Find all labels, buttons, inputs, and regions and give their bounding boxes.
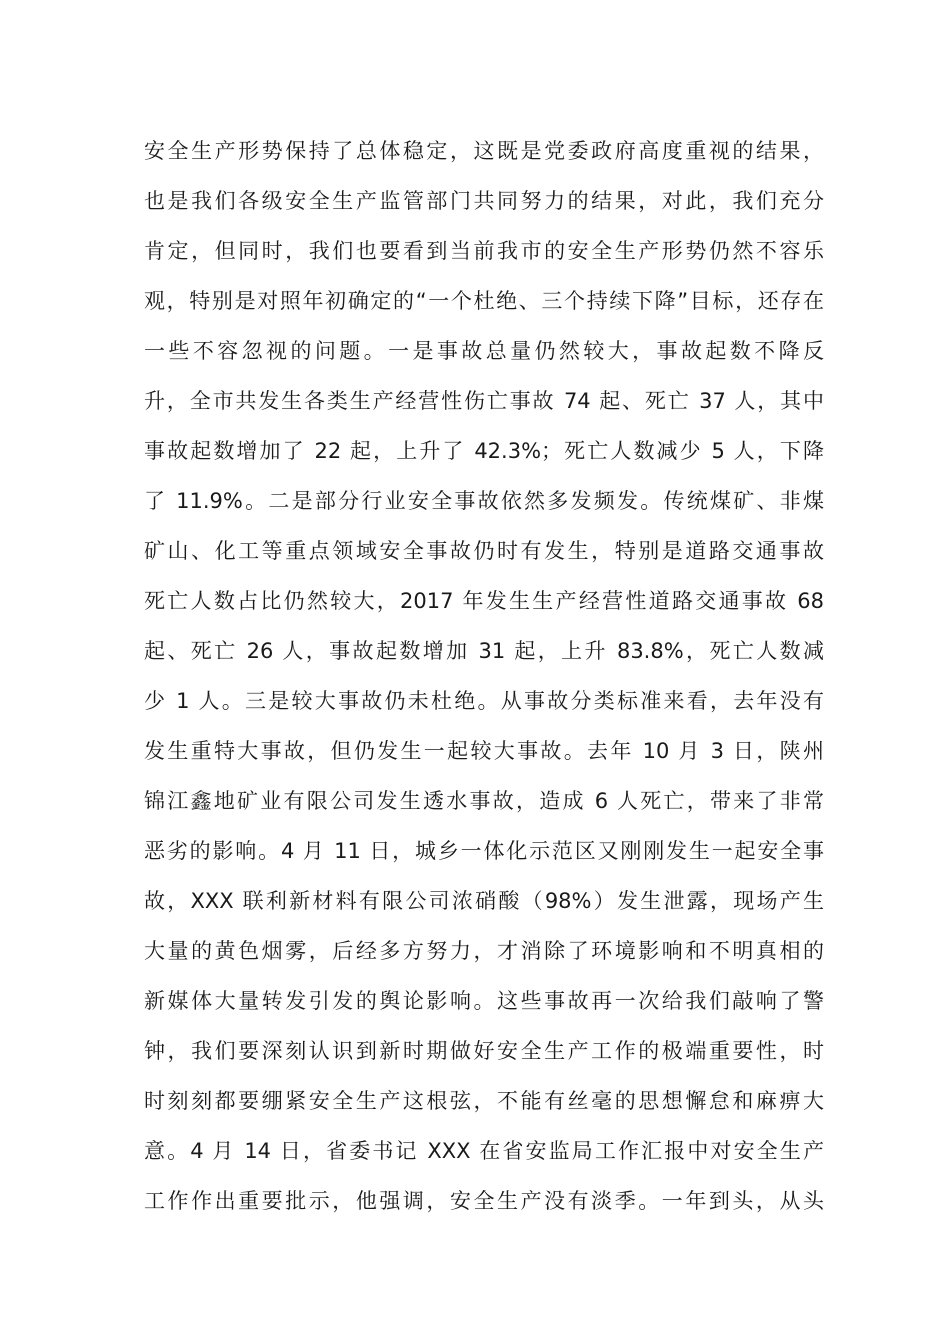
text-line: 升，全市共发生各类生产经营性伤亡事故 74 起、死亡 37 人，其中 <box>144 389 824 413</box>
text-line: 安全生产形势保持了总体稳定，这既是党委政府高度重视的结果， <box>144 139 824 163</box>
text-line: 肯定，但同时，我们也要看到当前我市的安全生产形势仍然不容乐 <box>144 239 824 263</box>
text-line: 也是我们各级安全生产监管部门共同努力的结果，对此，我们充分 <box>144 189 824 213</box>
text-line: 少 1 人。三是较大事故仍未杜绝。从事故分类标准来看，去年没有 <box>144 689 824 713</box>
text-line: 矿山、化工等重点领域安全事故仍时有发生，特别是道路交通事故 <box>144 539 824 563</box>
text-line: 恶劣的影响。4 月 11 日，城乡一体化示范区又刚刚发生一起安全事 <box>144 839 824 863</box>
text-line: 发生重特大事故，但仍发生一起较大事故。去年 10 月 3 日，陕州 <box>144 739 824 763</box>
text-line: 新媒体大量转发引发的舆论影响。这些事故再一次给我们敲响了警 <box>144 989 824 1013</box>
text-line: 锦江鑫地矿业有限公司发生透水事故，造成 6 人死亡，带来了非常 <box>144 789 824 813</box>
text-line: 意。4 月 14 日，省委书记 XXX 在省安监局工作汇报中对安全生产 <box>144 1139 824 1163</box>
text-line: 观，特别是对照年初确定的“一个杜绝、三个持续下降”目标，还存在 <box>144 289 824 313</box>
text-line: 了 11.9%。二是部分行业安全事故依然多发频发。传统煤矿、非煤 <box>144 489 824 513</box>
text-line: 死亡人数占比仍然较大，2017 年发生生产经营性道路交通事故 68 <box>144 589 824 613</box>
text-line: 事故起数增加了 22 起，上升了 42.3%；死亡人数减少 5 人，下降 <box>144 439 824 463</box>
text-line: 工作作出重要批示，他强调，安全生产没有淡季。一年到头，从头 <box>144 1189 824 1213</box>
text-line: 一些不容忽视的问题。一是事故总量仍然较大，事故起数不降反 <box>144 339 824 363</box>
text-line: 起、死亡 26 人，事故起数增加 31 起，上升 83.8%，死亡人数减 <box>144 639 824 663</box>
body-paragraph <box>144 128 824 1228</box>
text-line: 时刻刻都要绷紧安全生产这根弦，不能有丝毫的思想懈怠和麻痹大 <box>144 1089 824 1113</box>
text-line: 大量的黄色烟雾，后经多方努力，才消除了环境影响和不明真相的 <box>144 939 824 963</box>
text-line: 钟，我们要深刻认识到新时期做好安全生产工作的极端重要性，时 <box>144 1039 824 1063</box>
text-line: 故，XXX 联利新材料有限公司浓硝酸（98%）发生泄露，现场产生 <box>144 889 824 913</box>
